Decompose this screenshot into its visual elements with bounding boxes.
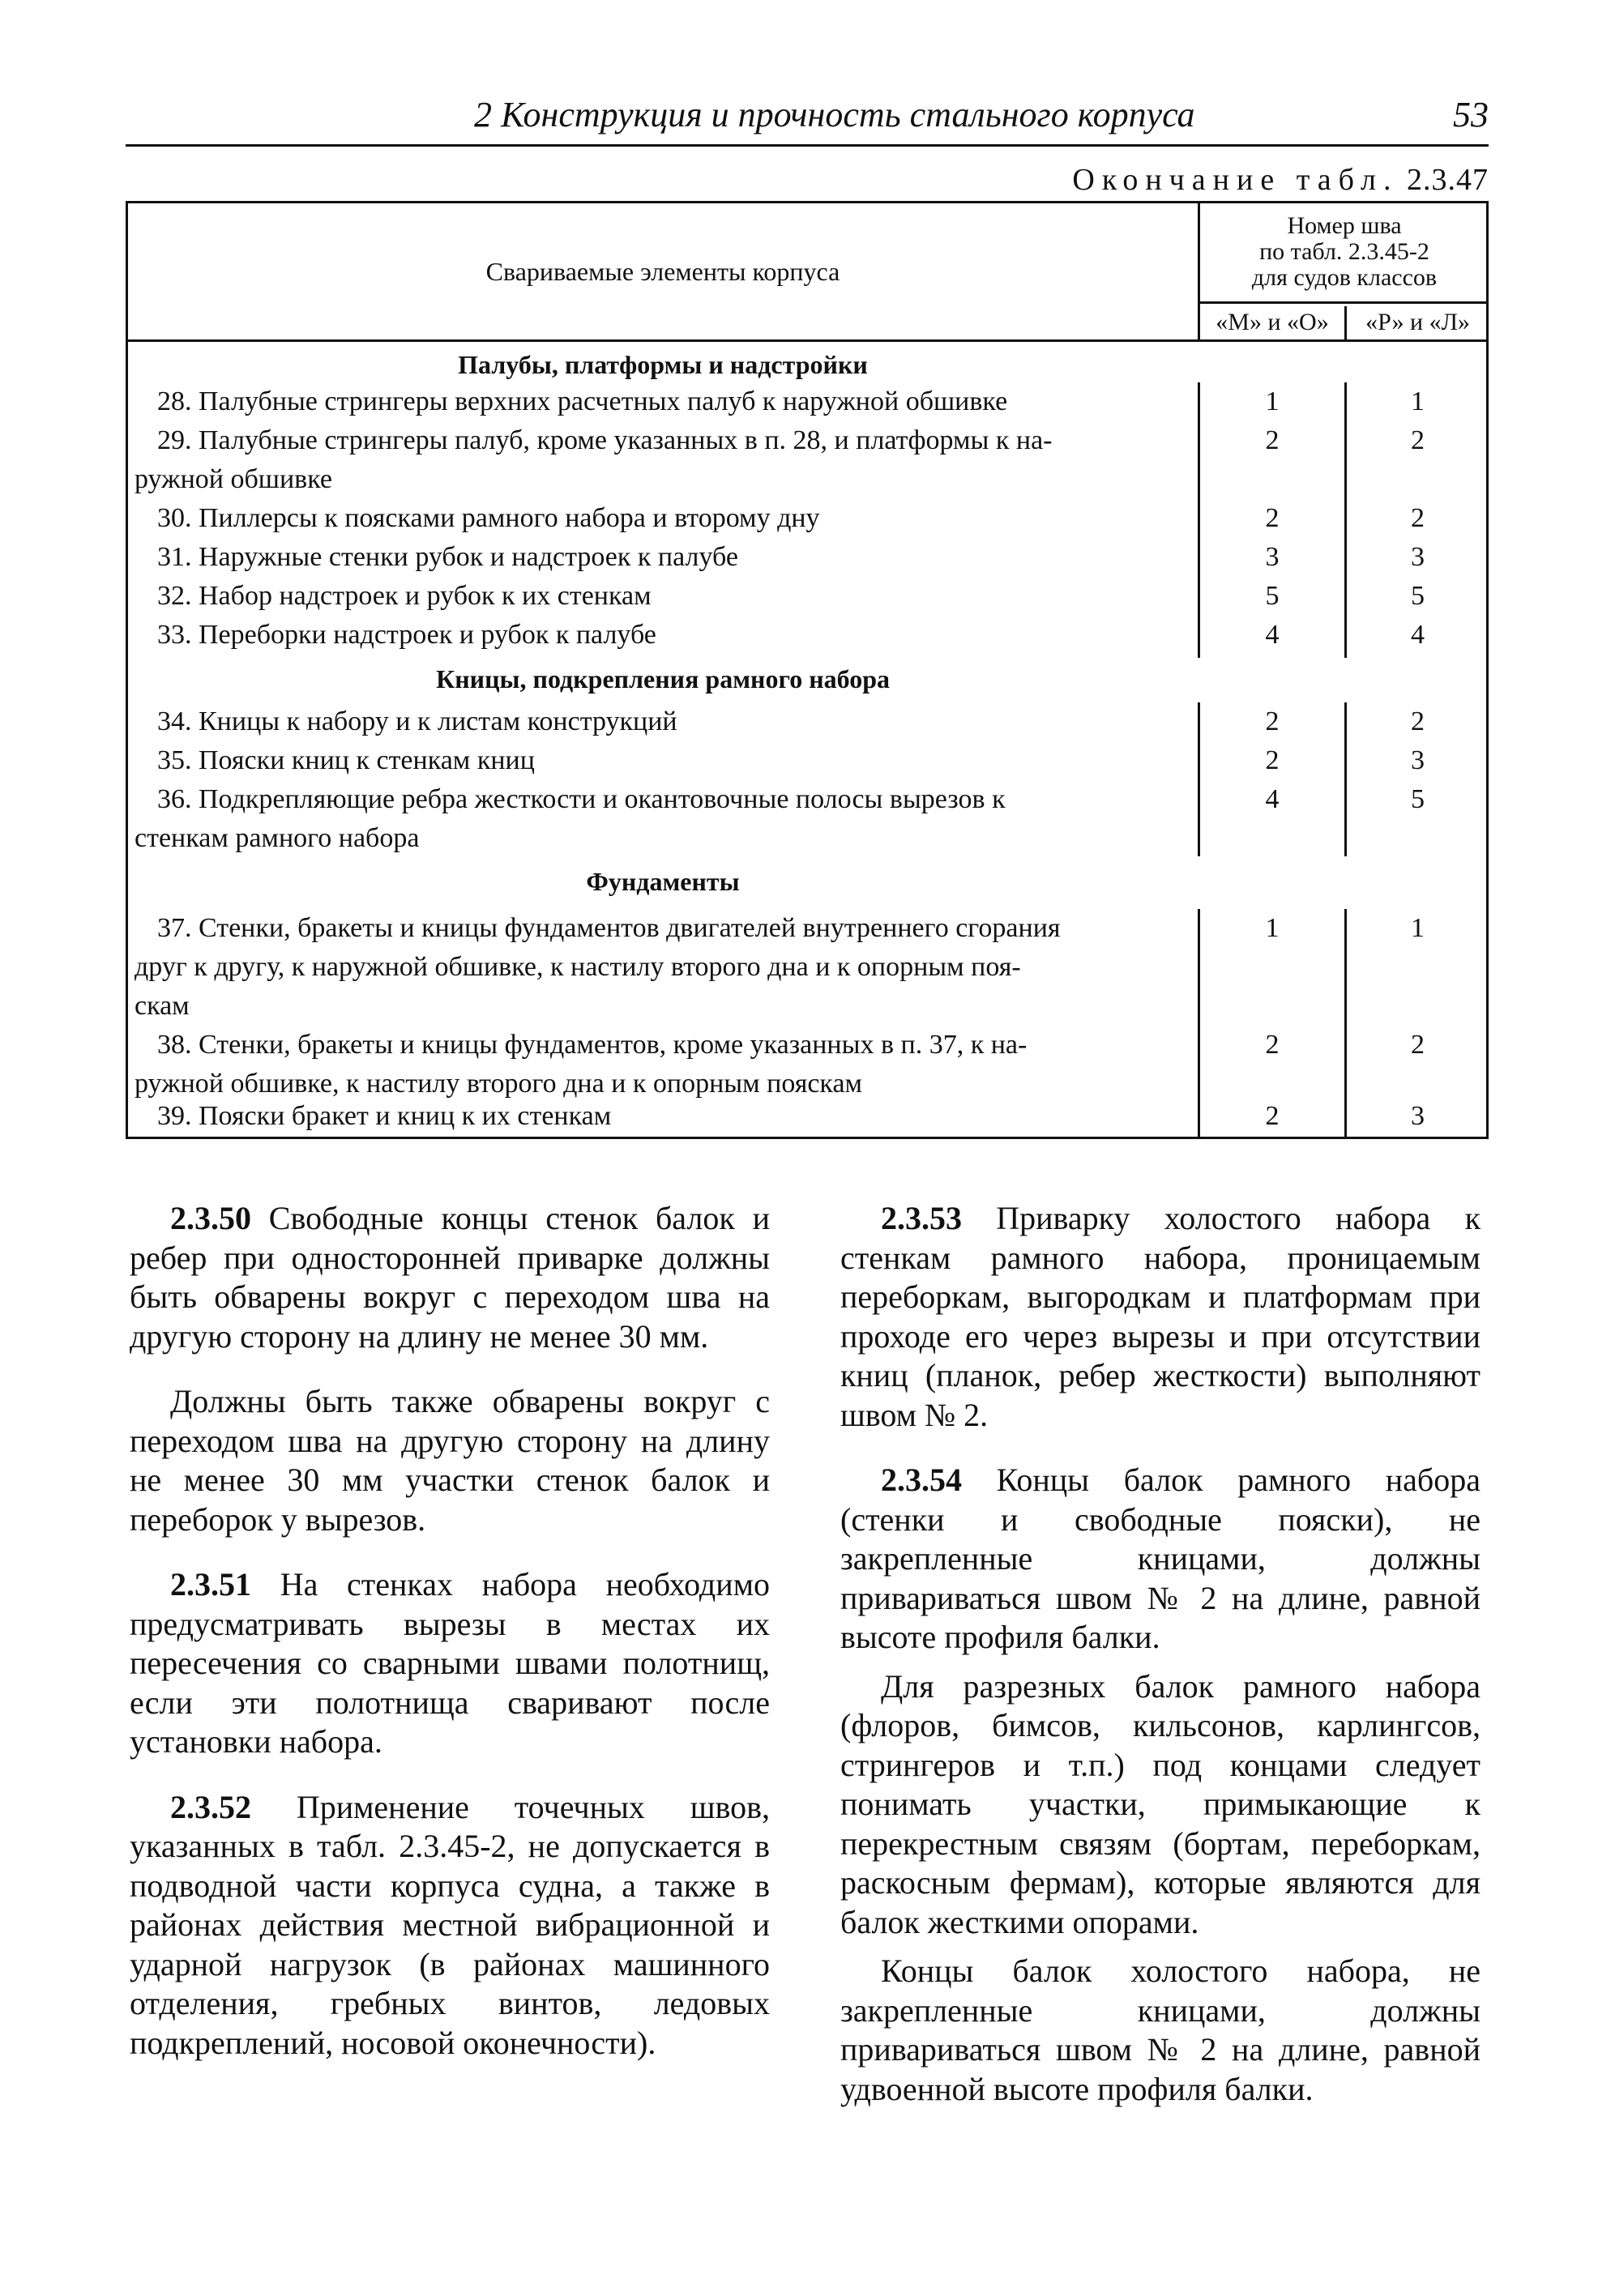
row-text: 35. Пояски книц к стенкам книц [157, 745, 535, 775]
paragraph-2-3-51 [130, 1565, 770, 1762]
row-value-mo: 2 [1265, 706, 1280, 736]
row-value-mo: 1 [1265, 386, 1280, 416]
row-value-rl: 5 [1411, 784, 1425, 814]
row-value-mo: 3 [1265, 542, 1280, 572]
running-title: 2 Конструкция и прочность стального корпуса [474, 95, 1195, 134]
row-text: 28. Палубные стрингеры верхних расчетных палуб к наружной обшивке [157, 386, 1008, 416]
table-caption-number: 2.3.47 [1407, 163, 1489, 197]
row-value-mo: 1 [1265, 913, 1280, 943]
weld-table [126, 201, 1489, 1139]
row-text: 34. Кницы к набору и к листам конструкций [157, 706, 677, 736]
paragraph-number: 2.3.52 [170, 1788, 251, 1825]
text-column-right [840, 1199, 1480, 2135]
table-row [135, 499, 1188, 538]
row-text: 30. Пиллерсы к поясками рамного набора и второму дну [157, 503, 820, 533]
row-text-cont: друг к другу, к наружной обшивке, к настилу второго дна и к опорным поя- [135, 952, 1021, 982]
row-value-mo: 2 [1265, 745, 1280, 775]
paragraph-2-3-54-cont1: Для разрезных балок рамного набора (флоров, бимсов, кильсонов, карлингсов, стрингеров и т.п.) под концами следует понимать участки, примыкающие к перекрестным связям (бортам, переборкам, раскосным фермам), которые являются для балок жесткими опорами. [840, 1667, 1480, 1940]
paragraph-2-3-54 [840, 1461, 1480, 1658]
paragraph-text: Применение точечных швов, указанных в табл. 2.3.45-2, не допускается в подводной части корпуса судна, а также в районах действия местной вибрационной и ударной нагрузок (в районах машинного отделения, гребных винтов, ледовых подкреплений, носовой оконечности). [130, 1788, 771, 2061]
paragraph-text: Свободные концы стенок балок и ребер при односторонней приварке должны быть обварены вокруг с переходом шва на другую сторону на длину не менее 30 мм. [130, 1200, 771, 1355]
paragraph-text: Концы балок рамного набора (стенки и свободные пояски), не закрепленные кницами, должны привариваться швом № 2 на длине, равной высоте профиля балки. [840, 1462, 1480, 1655]
row-text: 38. Стенки, бракеты и кницы фундаментов, кроме указанных в п. 37, к на- [157, 1030, 1028, 1060]
row-text: 39. Пояски бракет и книц к их стенкам [157, 1101, 612, 1131]
paragraph-text: Приварку холостого набора к стенкам рамного набора, проницаемым переборкам, выгородкам и платформам при проходе его через вырезы и при отсутствии книц (планок, ребер жесткости) выполняют швом № 2. [840, 1200, 1480, 1433]
row-text: 37. Стенки, бракеты и кницы фундаментов двигателей внутреннего сгорания [157, 913, 1061, 943]
table-row [135, 577, 1188, 616]
paragraph-2-3-54-cont2: Концы балок холостого набора, не закрепленные кницами, должны привариваться швом № 2 на длине, равной удвоенной высоте профиля балки. [840, 1952, 1480, 2107]
row-text: 36. Подкрепляющие ребра жесткости и окантовочные полосы вырезов к [157, 784, 1006, 814]
row-text: 31. Наружные стенки рубок и надстроек к палубе [157, 542, 738, 572]
header-weld-number-line3: для судов классов [1251, 264, 1438, 291]
running-header [126, 91, 1489, 147]
table-row [135, 1026, 1188, 1103]
row-value-rl: 1 [1411, 913, 1425, 943]
row-value-mo: 2 [1265, 425, 1280, 455]
header-elements: Свариваемые элементы корпуса [128, 203, 1200, 339]
row-text-cont: стенкам рамного набора [135, 823, 420, 853]
table-row [135, 538, 1188, 577]
row-value-mo: 2 [1265, 503, 1280, 533]
row-value-rl: 5 [1411, 581, 1425, 611]
row-value-mo: 4 [1265, 620, 1280, 650]
paragraph-2-3-50-cont: Должны быть также обварены вокруг с переходом шва на другую сторону на длину не менее 30 мм участки стенок балок и переборок у вырезов. [130, 1383, 770, 1538]
row-value-rl: 2 [1411, 706, 1425, 736]
row-value-rl: 2 [1411, 1030, 1425, 1060]
table-caption [1072, 162, 1489, 198]
row-text: 29. Палубные стрингеры палуб, кроме указанных в п. 28, и платформы к на- [157, 425, 1053, 455]
row-value-rl: 2 [1411, 425, 1425, 455]
row-text-cont: скам [135, 991, 190, 1021]
table-row [135, 741, 1188, 780]
paragraph-number: 2.3.53 [881, 1200, 962, 1236]
section-title: Кницы, подкрепления рамного набора [436, 664, 890, 693]
header-weld-number [1200, 203, 1489, 304]
row-value-rl: 3 [1411, 1101, 1425, 1131]
table-caption-prefix: Окончание табл. [1072, 163, 1399, 197]
table-row [135, 616, 1188, 655]
row-value-rl: 3 [1411, 745, 1425, 775]
row-value-rl: 3 [1411, 542, 1425, 572]
table-row [135, 421, 1188, 499]
table-body [128, 342, 1486, 1137]
row-value-mo: 2 [1265, 1030, 1280, 1060]
row-text: 33. Переборки надстроек и рубок к палубе [157, 620, 656, 650]
page-number: 53 [1453, 95, 1489, 134]
row-text-cont: ружной обшивке [135, 464, 332, 494]
header-class-mo: «М» и «О» [1200, 306, 1347, 339]
section-title: Палубы, платформы и надстройки [458, 350, 868, 379]
row-text: 32. Набор надстроек и рубок к их стенкам [157, 581, 652, 611]
paragraph-number: 2.3.50 [170, 1200, 251, 1236]
text-column-left [130, 1199, 770, 2089]
header-class-rl: «Р» и «Л» [1365, 309, 1470, 335]
row-value-rl: 1 [1411, 386, 1425, 416]
table-row [135, 382, 1188, 421]
row-value-rl: 2 [1411, 503, 1425, 533]
row-value-mo: 5 [1265, 581, 1280, 611]
table-row [135, 909, 1188, 1026]
table-row [135, 780, 1188, 858]
row-value-rl: 4 [1411, 620, 1425, 650]
table-row [135, 702, 1188, 741]
paragraph-2-3-52 [130, 1788, 770, 2063]
row-text-cont: ружной обшивке, к настилу второго дна и к опорным пояскам [135, 1069, 863, 1099]
paragraph-number: 2.3.51 [170, 1566, 251, 1603]
table-header [128, 203, 1486, 342]
section-title: Фундаменты [586, 867, 740, 896]
paragraph-2-3-53 [840, 1199, 1480, 1435]
paragraph-number: 2.3.54 [881, 1462, 962, 1498]
header-weld-number-line2: по табл. 2.3.45-2 [1259, 238, 1429, 265]
row-value-mo: 2 [1265, 1101, 1280, 1131]
paragraph-text: На стенках набора необходимо предусматривать вырезы в местах их пересечения со сварными швами полотнищ, если эти полотнища сваривают после установки набора. [130, 1566, 771, 1760]
header-weld-number-line1: Номер шва [1287, 212, 1402, 239]
table-row [135, 1097, 1188, 1136]
row-value-mo: 4 [1265, 784, 1280, 814]
paragraph-2-3-50 [130, 1199, 770, 1356]
